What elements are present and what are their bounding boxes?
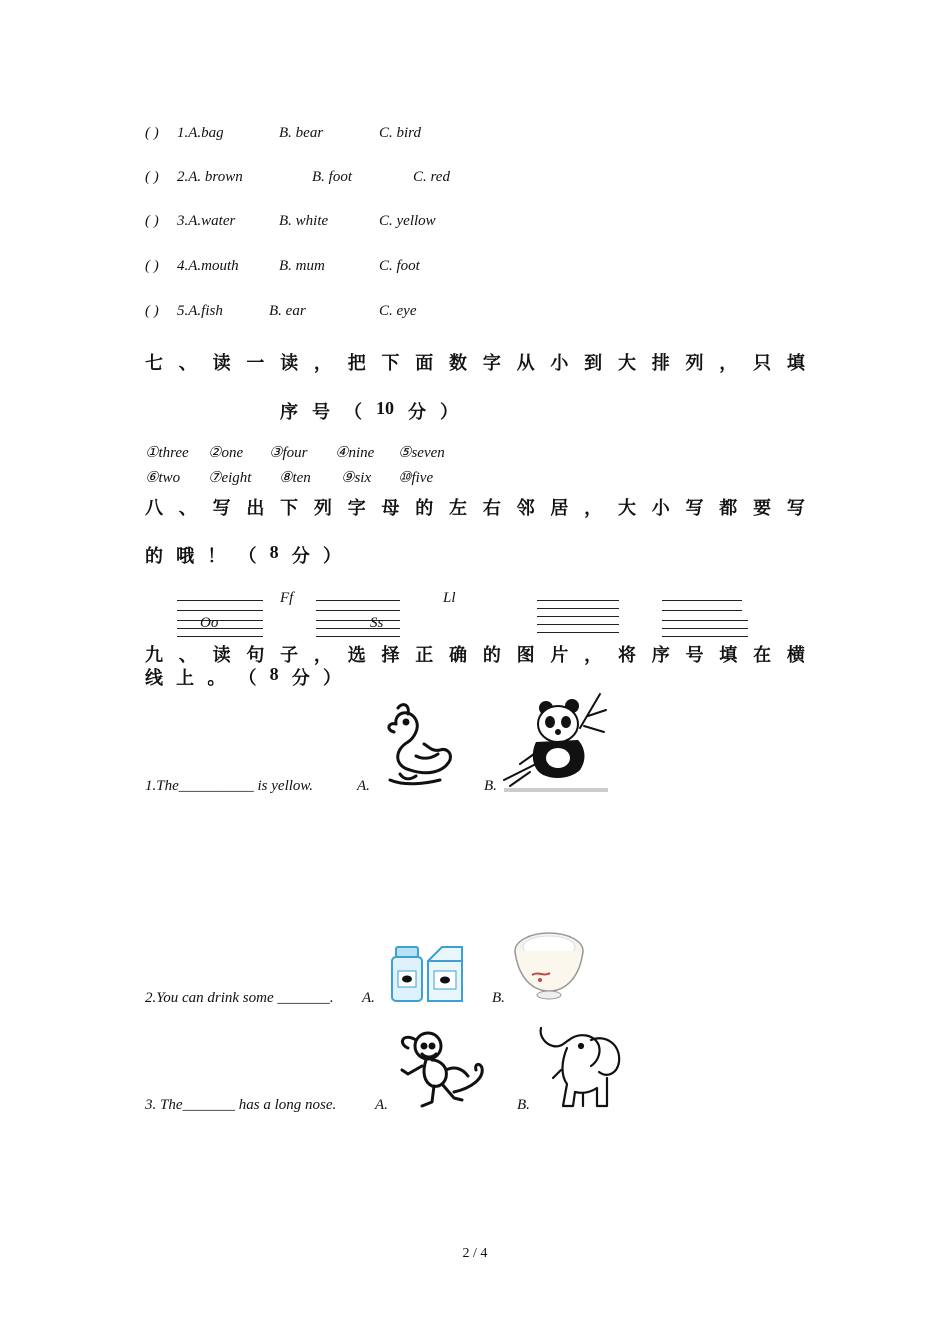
heading-char: 写 (212, 498, 231, 519)
heading-char: 的 (415, 498, 434, 519)
section-7-title-cont (280, 398, 458, 424)
heading-char: 母 (381, 498, 400, 519)
heading-char: 填 (786, 353, 805, 374)
heading-char: （ (238, 546, 257, 567)
heading-char: （ (344, 402, 362, 423)
page-number: 2 / 4 (462, 1246, 488, 1261)
answer-paren: ( ) (145, 169, 159, 185)
number-item: ⑧ten (279, 470, 311, 486)
heading-char: ， (584, 645, 603, 666)
letter-prompt: Oo (200, 615, 219, 631)
number-item: ①three (145, 445, 189, 461)
heading-char: 左 (449, 498, 468, 519)
heading-char: 10 (376, 398, 394, 418)
heading-char: 把 (347, 353, 366, 374)
heading-char: 选 (347, 645, 366, 666)
heading-char: 出 (246, 498, 265, 519)
heading-char: ， (313, 353, 332, 374)
question-stem: 3.A.water (177, 213, 236, 229)
option-b-label: B. (484, 778, 497, 794)
heading-char: 在 (753, 645, 772, 666)
heading-char: 图 (516, 645, 535, 666)
option-b: B. bear (279, 125, 324, 141)
heading-char: 读 (212, 353, 231, 374)
heading-char: ， (719, 353, 738, 374)
heading-char: 分 (408, 402, 426, 423)
question-2-text: 2.You can drink some _______. (145, 990, 334, 1006)
option-c: C. eye (379, 303, 417, 319)
option-b-label: B. (517, 1097, 530, 1113)
heading-char: 从 (516, 353, 535, 374)
heading-char: 只 (753, 353, 772, 374)
option-a-label: A. (362, 990, 375, 1006)
number-item: ③four (269, 445, 308, 461)
letter-prompt: Ss (370, 615, 384, 631)
heading-char: 正 (415, 645, 434, 666)
elephant-image (535, 1022, 625, 1114)
heading-char: 号 (312, 402, 330, 423)
heading-char: 序 (651, 645, 670, 666)
heading-char: 八 (145, 498, 163, 519)
heading-char: 一 (246, 353, 265, 374)
heading-char: 字 (482, 353, 501, 374)
number-item: ⑩five (398, 470, 434, 486)
answer-paren: ( ) (145, 303, 159, 319)
question-stem: 5.A.fish (177, 303, 223, 319)
section-8-title-cont (145, 542, 341, 568)
heading-char: 8 (269, 542, 279, 562)
heading-char: 的 (482, 645, 501, 666)
heading-char: ！ (207, 546, 226, 567)
heading-char: 线 (145, 668, 163, 689)
heading-char: 填 (719, 645, 738, 666)
duck-image (380, 700, 460, 792)
heading-char: 子 (280, 645, 299, 666)
option-b: B. mum (279, 258, 325, 274)
answer-paren: ( ) (145, 213, 159, 229)
heading-char: 字 (347, 498, 366, 519)
heading-char: 大 (617, 498, 636, 519)
heading-char: 、 (178, 353, 197, 374)
heading-char: 片 (550, 645, 569, 666)
heading-char: 都 (719, 498, 738, 519)
heading-char: 右 (482, 498, 501, 519)
heading-char: 要 (753, 498, 772, 519)
heading-char: 句 (246, 645, 265, 666)
heading-char: 大 (617, 353, 636, 374)
heading-char: 择 (381, 645, 400, 666)
answer-paren: ( ) (145, 258, 159, 274)
section-7-title (145, 349, 805, 375)
monkey-image (392, 1026, 492, 1114)
option-b: B. ear (269, 303, 306, 319)
heading-char: 横 (786, 645, 805, 666)
heading-char: 到 (584, 353, 603, 374)
heading-char: 下 (280, 498, 299, 519)
heading-char: 七 (145, 353, 163, 374)
number-item: ②one (208, 445, 244, 461)
option-c: C. bird (379, 125, 421, 141)
panda-image (500, 688, 612, 796)
heading-char: 下 (381, 353, 400, 374)
heading-char: 写 (786, 498, 805, 519)
option-c: C. foot (379, 258, 420, 274)
rice-bowl-image (510, 925, 588, 1003)
heading-char: 读 (280, 353, 299, 374)
heading-char: 号 (685, 645, 704, 666)
heading-char: 上 (176, 668, 195, 689)
heading-char: 邻 (516, 498, 535, 519)
option-c: C. red (413, 169, 450, 185)
heading-char: 排 (651, 353, 670, 374)
heading-char: 分 (291, 668, 310, 689)
heading-char: 。 (207, 668, 226, 689)
number-item: ⑤seven (398, 445, 445, 461)
heading-char: ， (313, 645, 332, 666)
milk-cartons-image (388, 943, 468, 1005)
option-a-label: A. (375, 1097, 388, 1113)
letter-prompt: Ff (280, 590, 294, 606)
heading-char: ） (322, 546, 341, 567)
heading-char: 分 (291, 546, 310, 567)
heading-char: 读 (212, 645, 231, 666)
number-item: ⑨six (341, 470, 372, 486)
heading-char: 九 (145, 645, 163, 666)
option-c: C. yellow (379, 213, 436, 229)
question-stem: 4.A.mouth (177, 258, 239, 274)
option-b-label: B. (492, 990, 505, 1006)
number-item: ④nine (335, 445, 375, 461)
heading-char: 确 (449, 645, 468, 666)
heading-char: 哦 (176, 546, 195, 567)
heading-char: 8 (269, 664, 279, 684)
heading-char: 写 (685, 498, 704, 519)
heading-char: 将 (617, 645, 636, 666)
heading-char: 面 (415, 353, 434, 374)
heading-char: 、 (178, 645, 197, 666)
option-b: B. white (279, 213, 329, 229)
question-stem: 2.A. brown (177, 169, 243, 185)
letter-prompt: Ll (443, 590, 456, 606)
heading-char: 、 (178, 498, 197, 519)
heading-char: （ (238, 668, 257, 689)
heading-char: 数 (449, 353, 468, 374)
heading-char: ） (322, 668, 341, 689)
heading-char: 小 (550, 353, 569, 374)
heading-char: ， (584, 498, 603, 519)
heading-char: 序 (280, 402, 298, 423)
question-3-text: 3. The_______ has a long nose. (145, 1097, 337, 1113)
question-stem: 1.A.bag (177, 125, 224, 141)
option-a-label: A. (357, 778, 370, 794)
section-8-title (145, 494, 805, 520)
heading-char: 列 (313, 498, 332, 519)
heading-char: 居 (550, 498, 569, 519)
question-1-text: 1.The__________ is yellow. (145, 778, 314, 794)
number-item: ⑦eight (208, 470, 252, 486)
number-item: ⑥two (145, 470, 181, 486)
heading-char: 列 (685, 353, 704, 374)
heading-char: ） (440, 402, 458, 423)
option-b: B. foot (312, 169, 352, 185)
answer-paren: ( ) (145, 125, 159, 141)
heading-char: 的 (145, 546, 163, 567)
section-9-title-cont (145, 664, 341, 690)
heading-char: 小 (651, 498, 670, 519)
